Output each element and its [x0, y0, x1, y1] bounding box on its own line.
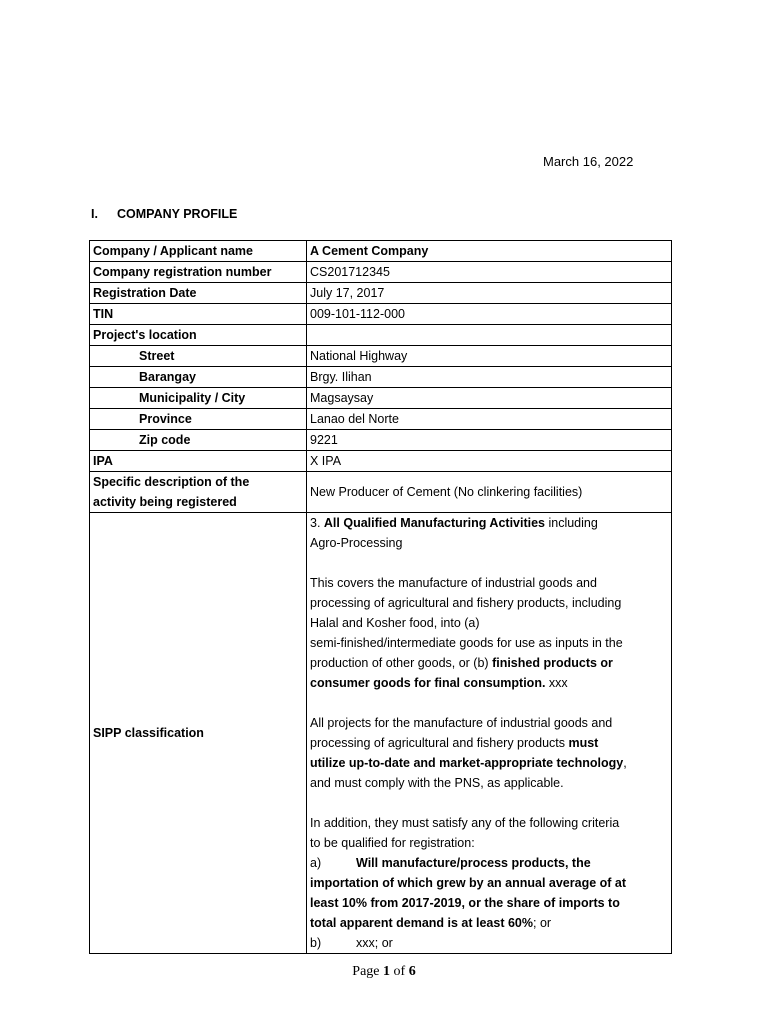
activity-description-label — [90, 472, 307, 513]
table-row — [90, 472, 672, 513]
page-footer — [0, 964, 768, 980]
registration-number-label: Company registration number — [90, 262, 307, 283]
table-row — [90, 451, 672, 472]
sipp-text: This covers the manufacture of industrial goods and — [310, 576, 597, 590]
table-row — [90, 388, 672, 409]
company-name-value: A Cement Company — [307, 241, 672, 262]
table-row — [90, 325, 672, 346]
activity-description-label-line2: activity being registered — [93, 495, 237, 509]
section-heading — [91, 207, 237, 221]
sipp-value — [307, 513, 672, 954]
sipp-bold-text: importation of which grew by an annual average of at — [310, 876, 627, 890]
street-value: National Highway — [307, 346, 672, 367]
tin-value: 009-101-112-000 — [307, 304, 672, 325]
sipp-text: to be qualified for registration: — [310, 836, 475, 850]
sipp-text: Agro-Processing — [310, 536, 403, 550]
activity-description-label-line1: Specific description of the — [93, 475, 250, 489]
ipa-value: X IPA — [307, 451, 672, 472]
activity-description-value: New Producer of Cement (No clinkering facilities) — [307, 472, 672, 513]
table-row — [90, 409, 672, 430]
sipp-text: Halal and Kosher food, into (a) — [310, 616, 480, 630]
sipp-text: production of other goods, or (b) — [310, 656, 493, 670]
of-word: of — [390, 964, 409, 979]
sipp-paragraph-4 — [310, 813, 668, 953]
sipp-text: and must comply with the PNS, as applicable. — [310, 776, 564, 790]
company-profile-table — [89, 240, 672, 954]
province-label: Province — [90, 409, 307, 430]
sipp-text: processing of agricultural and fishery products, including — [310, 596, 622, 610]
table-row — [90, 430, 672, 451]
table-row — [90, 241, 672, 262]
sipp-bold-text: finished products or — [492, 656, 613, 670]
page-word: Page — [352, 964, 384, 979]
tin-label: TIN — [90, 304, 307, 325]
table-row — [90, 304, 672, 325]
sipp-bold-text: consumer goods for final consumption. — [310, 676, 546, 690]
sipp-text: All projects for the manufacture of industrial goods and — [310, 716, 613, 730]
sipp-paragraph-3 — [310, 713, 668, 793]
sipp-text: , — [623, 756, 627, 770]
sipp-bold-text: utilize up-to-date and market-appropriate technology — [310, 756, 624, 770]
current-page-number: 1 — [383, 964, 391, 979]
table-row — [90, 283, 672, 304]
registration-date-label: Registration Date — [90, 283, 307, 304]
criteria-item-letter: a) — [310, 856, 322, 870]
sipp-text: xxx — [545, 676, 568, 690]
sipp-text: In addition, they must satisfy any of the following criteria — [310, 816, 620, 830]
table-row — [90, 513, 672, 954]
registration-number-value: CS201712345 — [307, 262, 672, 283]
registration-date-value: July 17, 2017 — [307, 283, 672, 304]
sipp-bold-text: must — [568, 736, 599, 750]
sipp-bold-text: total apparent demand is at least 60% — [310, 916, 533, 930]
province-value: Lanao del Norte — [307, 409, 672, 430]
section-number: I. — [91, 207, 98, 221]
municipality-value: Magsaysay — [307, 388, 672, 409]
sipp-bold-text: Will manufacture/process products, the — [356, 856, 591, 870]
sipp-paragraph-2 — [310, 573, 668, 693]
street-label: Street — [90, 346, 307, 367]
sipp-text: xxx; or — [356, 936, 393, 950]
table-row — [90, 262, 672, 283]
barangay-value: Brgy. Ilihan — [307, 367, 672, 388]
sipp-text: ; or — [533, 916, 552, 930]
sipp-text: semi-finished/intermediate goods for use as inputs in the — [310, 636, 623, 650]
zip-code-value: 9221 — [307, 430, 672, 451]
table-row — [90, 346, 672, 367]
sipp-item-number: 3. — [310, 516, 324, 530]
project-location-value — [307, 325, 672, 346]
criteria-item-letter: b) — [310, 936, 322, 950]
zip-code-label: Zip code — [90, 430, 307, 451]
sipp-bold-text: least 10% from 2017-2019, or the share of imports to — [310, 896, 620, 910]
municipality-label: Municipality / City — [90, 388, 307, 409]
sipp-category-title: All Qualified Manufacturing Activities — [323, 516, 545, 530]
sipp-label: SIPP classification — [90, 513, 307, 954]
sipp-text: processing of agricultural and fishery products — [310, 736, 569, 750]
ipa-label: IPA — [90, 451, 307, 472]
barangay-label: Barangay — [90, 367, 307, 388]
company-name-label: Company / Applicant name — [90, 241, 307, 262]
total-page-number: 6 — [408, 964, 416, 979]
document-date: March 16, 2022 — [543, 154, 634, 169]
sipp-paragraph-1 — [310, 513, 668, 553]
sipp-text: including — [545, 516, 598, 530]
section-title: COMPANY PROFILE — [117, 207, 238, 221]
project-location-label: Project's location — [90, 325, 307, 346]
table-row — [90, 367, 672, 388]
